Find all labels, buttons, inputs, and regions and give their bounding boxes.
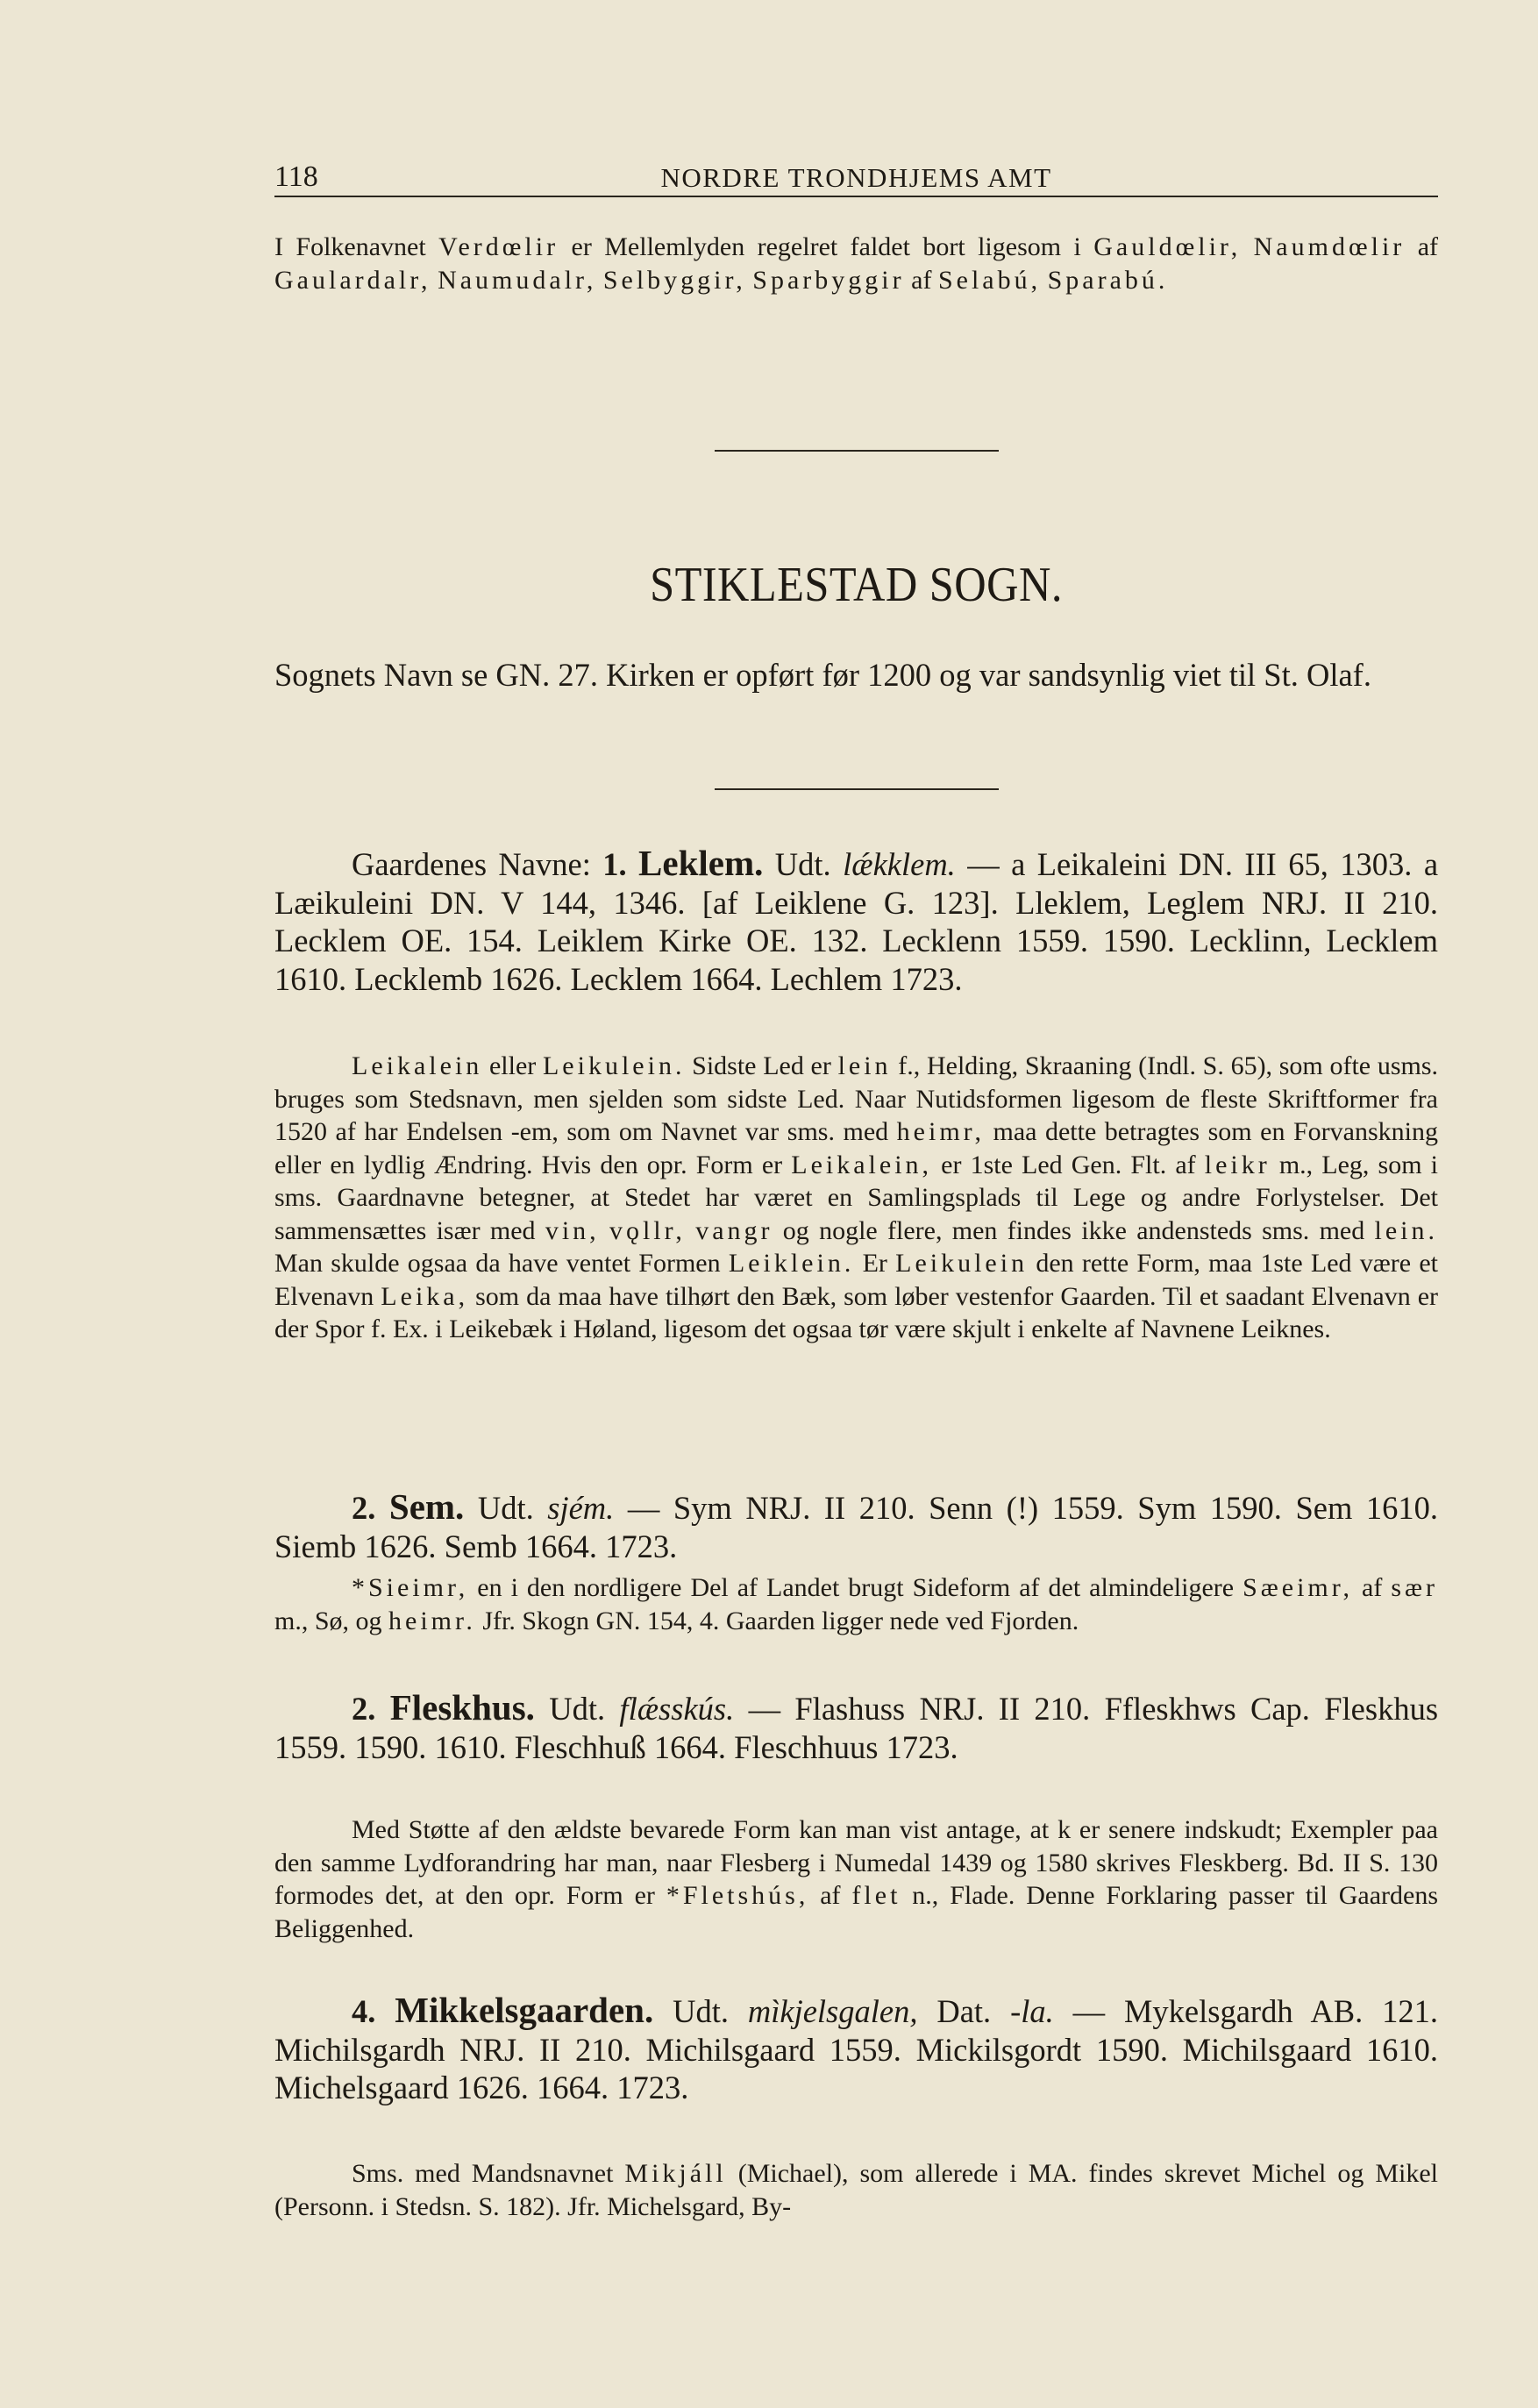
text-run: Jfr. Skogn GN. 154, 4. Gaarden ligger nede ved Fjorden. [475, 1606, 1079, 1635]
entry-mikkelsgaarden-forms [274, 1991, 1438, 2107]
text-run: 1. [602, 846, 627, 882]
text-run: heimr, [896, 1117, 985, 1146]
text-run: — Mykelsgardh AB. 121. Michilsgardh NRJ. II 210. Michilsgaard 1559. Mickilsgordt 1590. Michilsgaard 1610. Michelsgaard 1626. 1664. 1723. [274, 1993, 1439, 2105]
text-run: sær [1391, 1573, 1438, 1602]
text-run: maa dette betragtes som en Forvanskning eller en lydlig Ændring. Hvis den opr. Form er [274, 1117, 1439, 1179]
text-run: Sparbyggir [752, 265, 905, 295]
text-run: Gauldœlir, [1093, 232, 1242, 261]
page-header [274, 160, 1438, 197]
text-run: Mikjáll [624, 2159, 727, 2188]
text-run: Selbyggir, [602, 265, 746, 295]
text-run: Gaulardalr, [274, 265, 431, 295]
text-run: *Fletshús, [666, 1881, 809, 1910]
text-run [1241, 232, 1253, 261]
text-run: Verdœlir [438, 232, 559, 261]
text-run: af [904, 265, 938, 295]
text-run [686, 1216, 695, 1245]
text-run: Leiklein. [728, 1249, 855, 1278]
intro-paragraph [274, 231, 1438, 296]
text-run: lein. [1374, 1215, 1438, 1245]
text-run: I Folkenavnet [274, 232, 439, 261]
text-run: Fleskhus. [389, 1687, 535, 1728]
text-run: n., Flade. Denne Forklaring passer til Gaardens Beliggenhed. [274, 1881, 1438, 1943]
text-run: vin, [545, 1215, 600, 1245]
text-run: m., Leg, som i sms. Gaardnavne betegner, at Stedet har været en Samlingsplads til Lege og andre Forlystelser. Det sammensættes især med [274, 1150, 1438, 1245]
text-run: lǽkklem. [843, 846, 956, 882]
text-run [596, 266, 603, 295]
text-run: Man skulde ogsaa da have ventet Formen [274, 1249, 729, 1278]
text-run [600, 1216, 609, 1245]
entry-fleskhus-forms [274, 1689, 1438, 1766]
text-run [627, 846, 638, 882]
text-run: Selabú, [937, 265, 1042, 295]
entry-mikkelsgaarden-note [274, 2157, 1438, 2223]
text-run: leikr [1204, 1150, 1271, 1179]
text-run: 4. [352, 1993, 376, 2029]
text-run: Leikulein [895, 1249, 1029, 1278]
text-run: Mikkelsgaarden. [395, 1990, 654, 2030]
text-run [375, 1490, 389, 1526]
entry-leklem-forms [274, 844, 1438, 998]
text-run [375, 1993, 395, 2029]
entry-fleskhus-note [274, 1813, 1438, 1945]
text-run: vangr [695, 1215, 773, 1245]
text-run: flǽsskús. [619, 1691, 735, 1727]
text-run: Leikulein. [542, 1051, 686, 1080]
separator-rule [715, 788, 999, 790]
text-run: er 1ste Led Gen. Flt. af [932, 1150, 1205, 1179]
text-run: 2. [352, 1691, 376, 1727]
text-run: 2. [352, 1490, 376, 1526]
text-run: er Mellemlyden regelret faldet bort ligesom i [559, 232, 1094, 261]
text-run: — Sym NRJ. II 210. Senn (!) 1559. Sym 1590. Sem 1610. Siemb 1626. Semb 1664. 1723. [274, 1490, 1438, 1564]
text-run: Leklem. [638, 843, 764, 883]
text-run: Udt. [653, 1993, 748, 2029]
text-run: Leikalein, [791, 1150, 933, 1179]
text-run: — a Leikaleini DN. III 65, 1303. a Læikuleini DN. V 144, 1346. [af Leiklene G. 123]. Lleklem, Leglem NRJ. II 210. Lecklem OE. 154. Leiklem Kirke OE. 132. Lecklenn 1559. 1590. Lecklinn, Lecklem 1610. Lecklemb 1626. Lecklem 1664. Lechlem 1723. [274, 846, 1439, 997]
text-run: som da maa have tilhørt den Bæk, som løber vestenfor Gaarden. Til et saadant Elvenavn er der Spor f. Ex. i Leikebæk i Høland, ligesom det ogsaa tør være skjult i enkelte af Navnene Leiknes. [274, 1281, 1439, 1343]
text-run: Sidste Led er [685, 1051, 838, 1080]
text-run: sjém. [547, 1490, 615, 1526]
parish-note: Sognets Navn se GN. 27. Kirken er opført før 1200 og var sandsynlig viet til St. Olaf. [274, 657, 1371, 693]
text-run: Naumudalr, [438, 265, 597, 295]
text-run: flet [851, 1881, 901, 1910]
text-run: Med Støtte af den ældste bevarede Form kan man vist antage, at k er senere indskudt; Exempler paa den samme Lydforandring har man, naar Flesberg i Numedal 1439 og 1580 skrives Fleskberg. Bd. II S. 130 formodes det, at den opr. Form er [274, 1815, 1438, 1910]
text-run: -la. [1010, 1993, 1054, 2029]
text-run: heimr. [388, 1606, 476, 1635]
text-run: af [1353, 1573, 1392, 1602]
running-head: NORDRE TRONDHJEMS AMT [660, 162, 1052, 193]
separator-rule [715, 450, 999, 452]
text-run [431, 266, 438, 295]
text-run: m., Sø, og [274, 1606, 389, 1635]
text-run: Sms. med Mandsnavnet [352, 2159, 625, 2188]
text-run [1041, 266, 1048, 295]
text-run: (Michael), som allerede i MA. findes skrevet Michel og Mikel (Personn. i Stedsn. S. 182). Jfr. Michelsgard, By- [274, 2159, 1438, 2221]
text-run: en i den nordligere Del af Landet brugt Sideform af det almindeligere [468, 1573, 1243, 1602]
text-run: mìkjelsgalen, [747, 1993, 918, 2029]
text-run: Udt. [464, 1490, 548, 1526]
section-title: STIKLESTAD SOGN. [650, 558, 1063, 612]
entry-sem-forms [274, 1488, 1438, 1565]
text-run: Sparabú. [1047, 265, 1169, 295]
text-run: Udt. [763, 846, 844, 882]
text-run: Sæeimr, [1243, 1573, 1354, 1602]
text-run: eller [482, 1051, 543, 1080]
page-number: 118 [274, 160, 318, 193]
text-run: Sem. [388, 1486, 465, 1527]
entry-sem-note [274, 1571, 1438, 1637]
entry-leklem-note [274, 1050, 1438, 1346]
text-run: Dat. [917, 1993, 1011, 2029]
text-run: Leika, [381, 1281, 469, 1311]
text-run: Udt. [534, 1691, 620, 1727]
text-run: — Flashuss NRJ. II 210. Ffleskhws Cap. Fleskhus 1559. 1590. 1610. Fleschhuß 1664. Fleschhuus 1723. [274, 1691, 1439, 1765]
text-run: Er [854, 1249, 896, 1278]
text-run: f., Helding, Skraaning (Indl. S. 65), som ofte usms. bruges som Stedsnavn, men sjelden som sidste Led. Naar Nutidsformen ligesom de fleste Skriftformer fra 1520 af har Endelsen -em, som om Navnet var sms. med [274, 1051, 1438, 1146]
text-run: vǫllr, [609, 1215, 686, 1245]
text-run: lein [837, 1051, 892, 1080]
text-run: Gaardenes Navne: [352, 846, 603, 882]
text-run: den rette Form, maa 1ste Led være et Elvenavn [274, 1249, 1438, 1311]
text-run: Naumdœlir [1253, 232, 1406, 261]
text-run: *Sieimr, [352, 1573, 469, 1602]
text-run: Leikalein [352, 1051, 483, 1080]
text-run: og nogle flere, men findes ikke andensteds sms. med [773, 1215, 1375, 1245]
text-run [375, 1691, 389, 1727]
text-run: af [808, 1881, 852, 1910]
text-run: af [1405, 232, 1439, 261]
